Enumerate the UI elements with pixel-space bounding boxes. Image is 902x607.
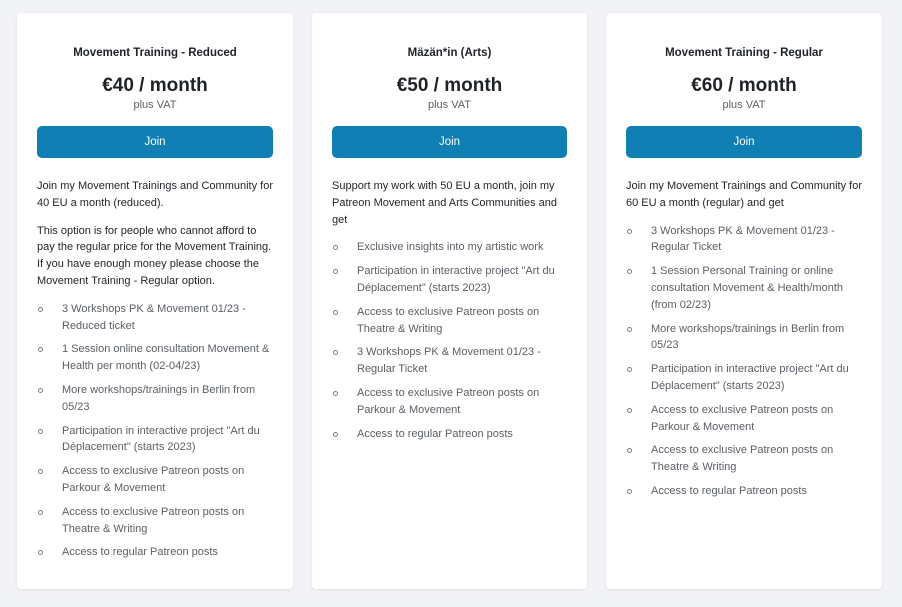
benefit-text: 1 Session online consultation Movement & Health per month (02-04/23) — [62, 343, 270, 373]
benefit-text: Participation in interactive project "Art du Déplacement" (starts 2023) — [62, 424, 260, 454]
plan-card-reduced — [17, 13, 293, 589]
plan-intro-text: Join my Movement Trainings and Community for 40 EU a month (reduced). — [37, 180, 273, 209]
benefit-text: 1 Session Personal Training or online consultation Movement & Health/month (from 02/23) — [651, 265, 843, 311]
benefits-list — [332, 239, 567, 442]
benefit-text: Participation in interactive project "Art du Déplacement" (starts 2023) — [651, 363, 849, 392]
benefit-text: Exclusive insights into my artistic work — [357, 241, 544, 254]
bullet-circle-icon — [627, 269, 632, 274]
benefit-item — [37, 382, 273, 416]
bullet-circle-icon — [333, 350, 338, 355]
join-button[interactable]: Join — [332, 126, 567, 158]
bullet-circle-icon — [333, 310, 338, 315]
benefit-item — [626, 483, 862, 500]
bullet-circle-icon — [333, 391, 338, 396]
bullet-circle-icon — [627, 327, 632, 332]
benefit-text: Access to exclusive Patreon posts on Parkour & Movement — [651, 403, 834, 433]
plan-intro-text: Join my Movement Trainings and Community for 60 EU a month (regular) and get — [626, 180, 862, 209]
benefit-text: More workshops/trainings in Berlin from 05/23 — [651, 322, 845, 352]
bullet-circle-icon — [38, 388, 43, 393]
benefit-text: 3 Workshops PK & Movement 01/23 - Regular Ticket — [651, 224, 835, 254]
benefit-item — [626, 442, 862, 476]
benefit-item — [626, 361, 862, 395]
benefit-item — [626, 223, 862, 257]
bullet-circle-icon — [38, 347, 43, 352]
bullet-circle-icon — [38, 510, 43, 515]
bullet-circle-icon — [38, 307, 43, 312]
bullet-circle-icon — [38, 429, 43, 434]
benefit-item — [37, 301, 273, 335]
benefit-text: Access to regular Patreon posts — [651, 484, 807, 497]
plan-price: €40 / month — [102, 75, 208, 96]
benefits-list — [37, 301, 273, 561]
benefit-item — [332, 263, 567, 297]
plan-description — [37, 178, 273, 568]
benefit-text: Access to exclusive Patreon posts on Theatre & Writing — [651, 444, 834, 474]
join-button[interactable]: Join — [37, 126, 273, 158]
benefit-item — [332, 239, 567, 256]
benefit-text: Participation in interactive project "Art du Déplacement" (starts 2023) — [357, 265, 555, 294]
benefit-text: Access to regular Patreon posts — [62, 546, 218, 559]
benefit-item — [37, 341, 273, 375]
plan-description — [332, 178, 567, 449]
bullet-circle-icon — [333, 432, 338, 437]
benefit-text: More workshops/trainings in Berlin from 05/23 — [62, 383, 256, 413]
benefit-item — [37, 423, 273, 457]
benefit-item — [332, 426, 567, 443]
bullet-circle-icon — [627, 448, 632, 453]
benefit-text: Access to exclusive Patreon posts on Parkour & Movement — [62, 465, 245, 494]
plan-title: Mäzän*in (Arts) — [407, 47, 492, 59]
plan-card-regular — [606, 13, 882, 589]
benefit-item — [626, 263, 862, 313]
benefit-item — [626, 321, 862, 355]
bullet-circle-icon — [333, 269, 338, 274]
benefit-item — [37, 463, 273, 497]
plan-title: Movement Training - Reduced — [73, 47, 237, 59]
bullet-circle-icon — [38, 550, 43, 555]
benefit-item — [332, 304, 567, 338]
benefit-text: 3 Workshops PK & Movement 01/23 - Regular Ticket — [357, 346, 541, 376]
plan-vat-note: plus VAT — [722, 99, 766, 111]
bullet-circle-icon — [627, 229, 632, 234]
plan-intro-text: Support my work with 50 EU a month, join my Patreon Movement and Arts Communities and get — [332, 180, 558, 226]
plan-vat-note: plus VAT — [428, 99, 471, 111]
benefits-list — [626, 223, 862, 500]
plan-description — [626, 178, 862, 507]
benefit-text: 3 Workshops PK & Movement 01/23 - Reduced ticket — [62, 302, 246, 332]
bullet-circle-icon — [38, 469, 43, 474]
benefit-text: Access to exclusive Patreon posts on Theatre & Writing — [357, 305, 540, 335]
plan-card-arts — [312, 13, 587, 589]
benefit-item — [626, 402, 862, 436]
benefit-item — [37, 544, 273, 561]
plan-note-text: This option is for people who cannot afford to pay the regular price for the Movement Training. If you have enough money please choose the Movement Training - Regular option. — [37, 224, 272, 287]
bullet-circle-icon — [333, 245, 338, 250]
bullet-circle-icon — [627, 489, 632, 494]
plan-price: €50 / month — [396, 75, 503, 96]
bullet-circle-icon — [627, 367, 632, 372]
benefit-item — [37, 504, 273, 538]
benefit-text: Access to exclusive Patreon posts on Parkour & Movement — [357, 386, 540, 416]
join-button[interactable]: Join — [626, 126, 862, 158]
bullet-circle-icon — [627, 408, 632, 413]
plan-price: €60 / month — [691, 75, 797, 96]
benefit-text: Access to regular Patreon posts — [357, 427, 513, 440]
benefit-item — [332, 385, 567, 419]
plan-vat-note: plus VAT — [133, 99, 177, 111]
plan-title: Movement Training - Regular — [665, 47, 823, 59]
benefit-text: Access to exclusive Patreon posts on Theatre & Writing — [62, 505, 245, 535]
benefit-item — [332, 344, 567, 378]
